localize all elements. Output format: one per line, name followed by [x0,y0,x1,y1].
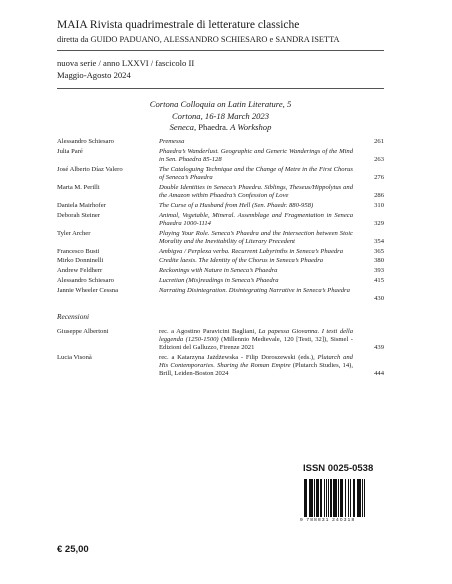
article-page: 276 [374,173,384,181]
review-author: Lucia Visonà [57,353,92,361]
article-page: 415 [374,276,384,284]
article-title: The Curse of a Husband from Hell (Sen. Phaedr. 880-958) [159,201,314,209]
journal-title: MAIA Rivista quadrimestrale di letterature classiche [57,19,300,31]
article-author: José Alberto Díaz Valero [57,165,123,173]
article-title: Double Identities in Seneca’s Phaedra. Siblings, Theseus/Hippolytus and the Amazon within Phaedra’s Confession of Love [159,183,353,199]
article-author: Daniela Mairhofer [57,201,106,209]
barcode-bar [342,479,343,517]
article-author: Tyler Archer [57,229,91,237]
article-author: Jannie Wheeler Cessna [57,286,119,294]
toc-row [57,277,384,287]
divider-top [57,50,384,51]
barcode-bar [364,479,365,517]
article-author: Julia Paré [57,147,83,155]
issue-roman: II [188,58,195,68]
barcode-bar [314,479,315,517]
barcode-bar [345,479,346,517]
article-page: 365 [374,247,384,255]
review-author: Giuseppe Albertoni [57,327,109,335]
article-author: Marta M. Perilli [57,183,100,191]
barcode-bar [354,479,355,517]
colloquia-title: Cortona Colloquia on Latin Literature, 5 [149,99,292,109]
barcode-bar [328,479,329,517]
article-title: The Cataloguing Technique and the Change of Metre in the First Chorus of Seneca’s Phaedra [159,165,353,181]
toc-row [57,248,384,258]
toc-row [57,230,384,248]
barcode-bar [362,479,364,517]
review-page: 444 [374,370,384,378]
article-title: Animal, Vegetable, Mineral. Assemblage and Fragmentation in Seneca Phaedra 1000-1114 [159,211,353,227]
section-heading [57,99,384,134]
workshop-title: Seneca, Phaedra. A Workshop [169,122,272,132]
review-text: rec. a Agostino Paravicini Bagliani, La papessa Giovanna. I testi della leggenda (1250-1500) (Millennio Medievale, 120 [Testi, 32]), Sismel - Edizioni del Galluzzo, Firenze 2021 [159,327,353,352]
toc-row [57,166,384,184]
review-row [57,354,384,380]
barcode-bar [306,479,307,517]
table-of-contents [57,138,384,380]
article-title: Premessa [159,138,185,145]
barcode-bar [358,479,360,517]
article-title: Credite laesis. The Identity of the Chorus in Seneca’s Phaedra [159,257,324,265]
article-page: 354 [374,237,384,245]
article-author: Francesco Busti [57,247,100,255]
article-title: Reckonings with Nature in Seneca’s Phaedra [159,267,278,275]
toc-row [57,257,384,267]
article-author: Mirko Donninelli [57,257,104,265]
barcode-digits: 9 788831 240318 [300,518,356,523]
toc-row [57,184,384,202]
issn-label: ISSN 0025-0538 [303,463,374,474]
toc-row [57,202,384,212]
toc-row [57,212,384,230]
article-page: 261 [374,138,384,145]
article-page: 263 [374,155,384,163]
article-title: Phaedra’s Wanderlust. Geographic and Generic Wanderings of the Mind in Sen. Phaedra 85-128 [159,147,353,163]
article-author: Andrew Feldherr [57,267,103,275]
editors-line: diretta da GUIDO PADUANO, ALESSANDRO SCHIESARO e SANDRA ISETTA [57,35,340,44]
barcode-bar [334,479,336,517]
article-page: 430 [374,294,384,302]
barcode-bars [303,479,385,517]
toc-row [57,267,384,277]
series-line: nuova serie / anno LXXVI / fascicolo II [57,58,195,68]
article-author: Deborah Steiner [57,211,101,219]
barcode-bar [304,479,306,517]
article-author: Alessandro Schiesaro [57,138,114,145]
colloquia-dates: Cortona, 16-18 March 2023 [171,110,270,121]
article-title: Playing Your Role. Seneca’s Phaedra and the Intersection between Stoic Morality and the Inevitability of Literary Precedent [159,229,353,245]
article-title: Narrating Disintegration. Disintegrating Narrative in Seneca’s Phaedra [159,286,350,294]
barcode-bar [310,479,312,517]
article-title: Ambigva / Perplexa verba. Recurrent Labyrinths in Seneca’s Phaedra [159,247,344,255]
divider-middle [57,88,384,89]
review-page: 439 [374,344,384,352]
article-page: 310 [374,201,384,209]
toc-row [57,148,384,166]
year-roman: LXXVI [121,58,149,68]
barcode-bar [316,479,318,517]
toc-row [57,287,384,305]
article-page: 380 [374,257,384,265]
price-label: € 25,00 [57,544,89,555]
issue-period: Maggio-Agosto 2024 [57,69,131,80]
article-page: 393 [374,267,384,275]
review-row [57,328,384,354]
barcode-bar [326,479,327,517]
review-text: rec. a Katarzyna Jażdżewska - Filip Doroszewski (eds.), Plutarch and His Contemporaries. Sharing the Roman Empire (Plutarch Studies, 14), Brill, Leiden-Boston 2024 [159,353,353,378]
series-info [57,58,194,81]
article-title: Lucretian (Mis)readings in Seneca’s Phaedra [159,276,279,284]
article-page: 286 [374,191,384,199]
article-page: 329 [374,219,384,227]
barcode-bar [330,479,332,517]
article-author: Alessandro Schiesaro [57,276,114,284]
toc-row [57,138,384,148]
barcode-bar [320,479,322,517]
barcode-bar [340,479,342,517]
recensioni-heading: Recensioni [57,311,90,321]
barcode-bar [350,479,352,517]
